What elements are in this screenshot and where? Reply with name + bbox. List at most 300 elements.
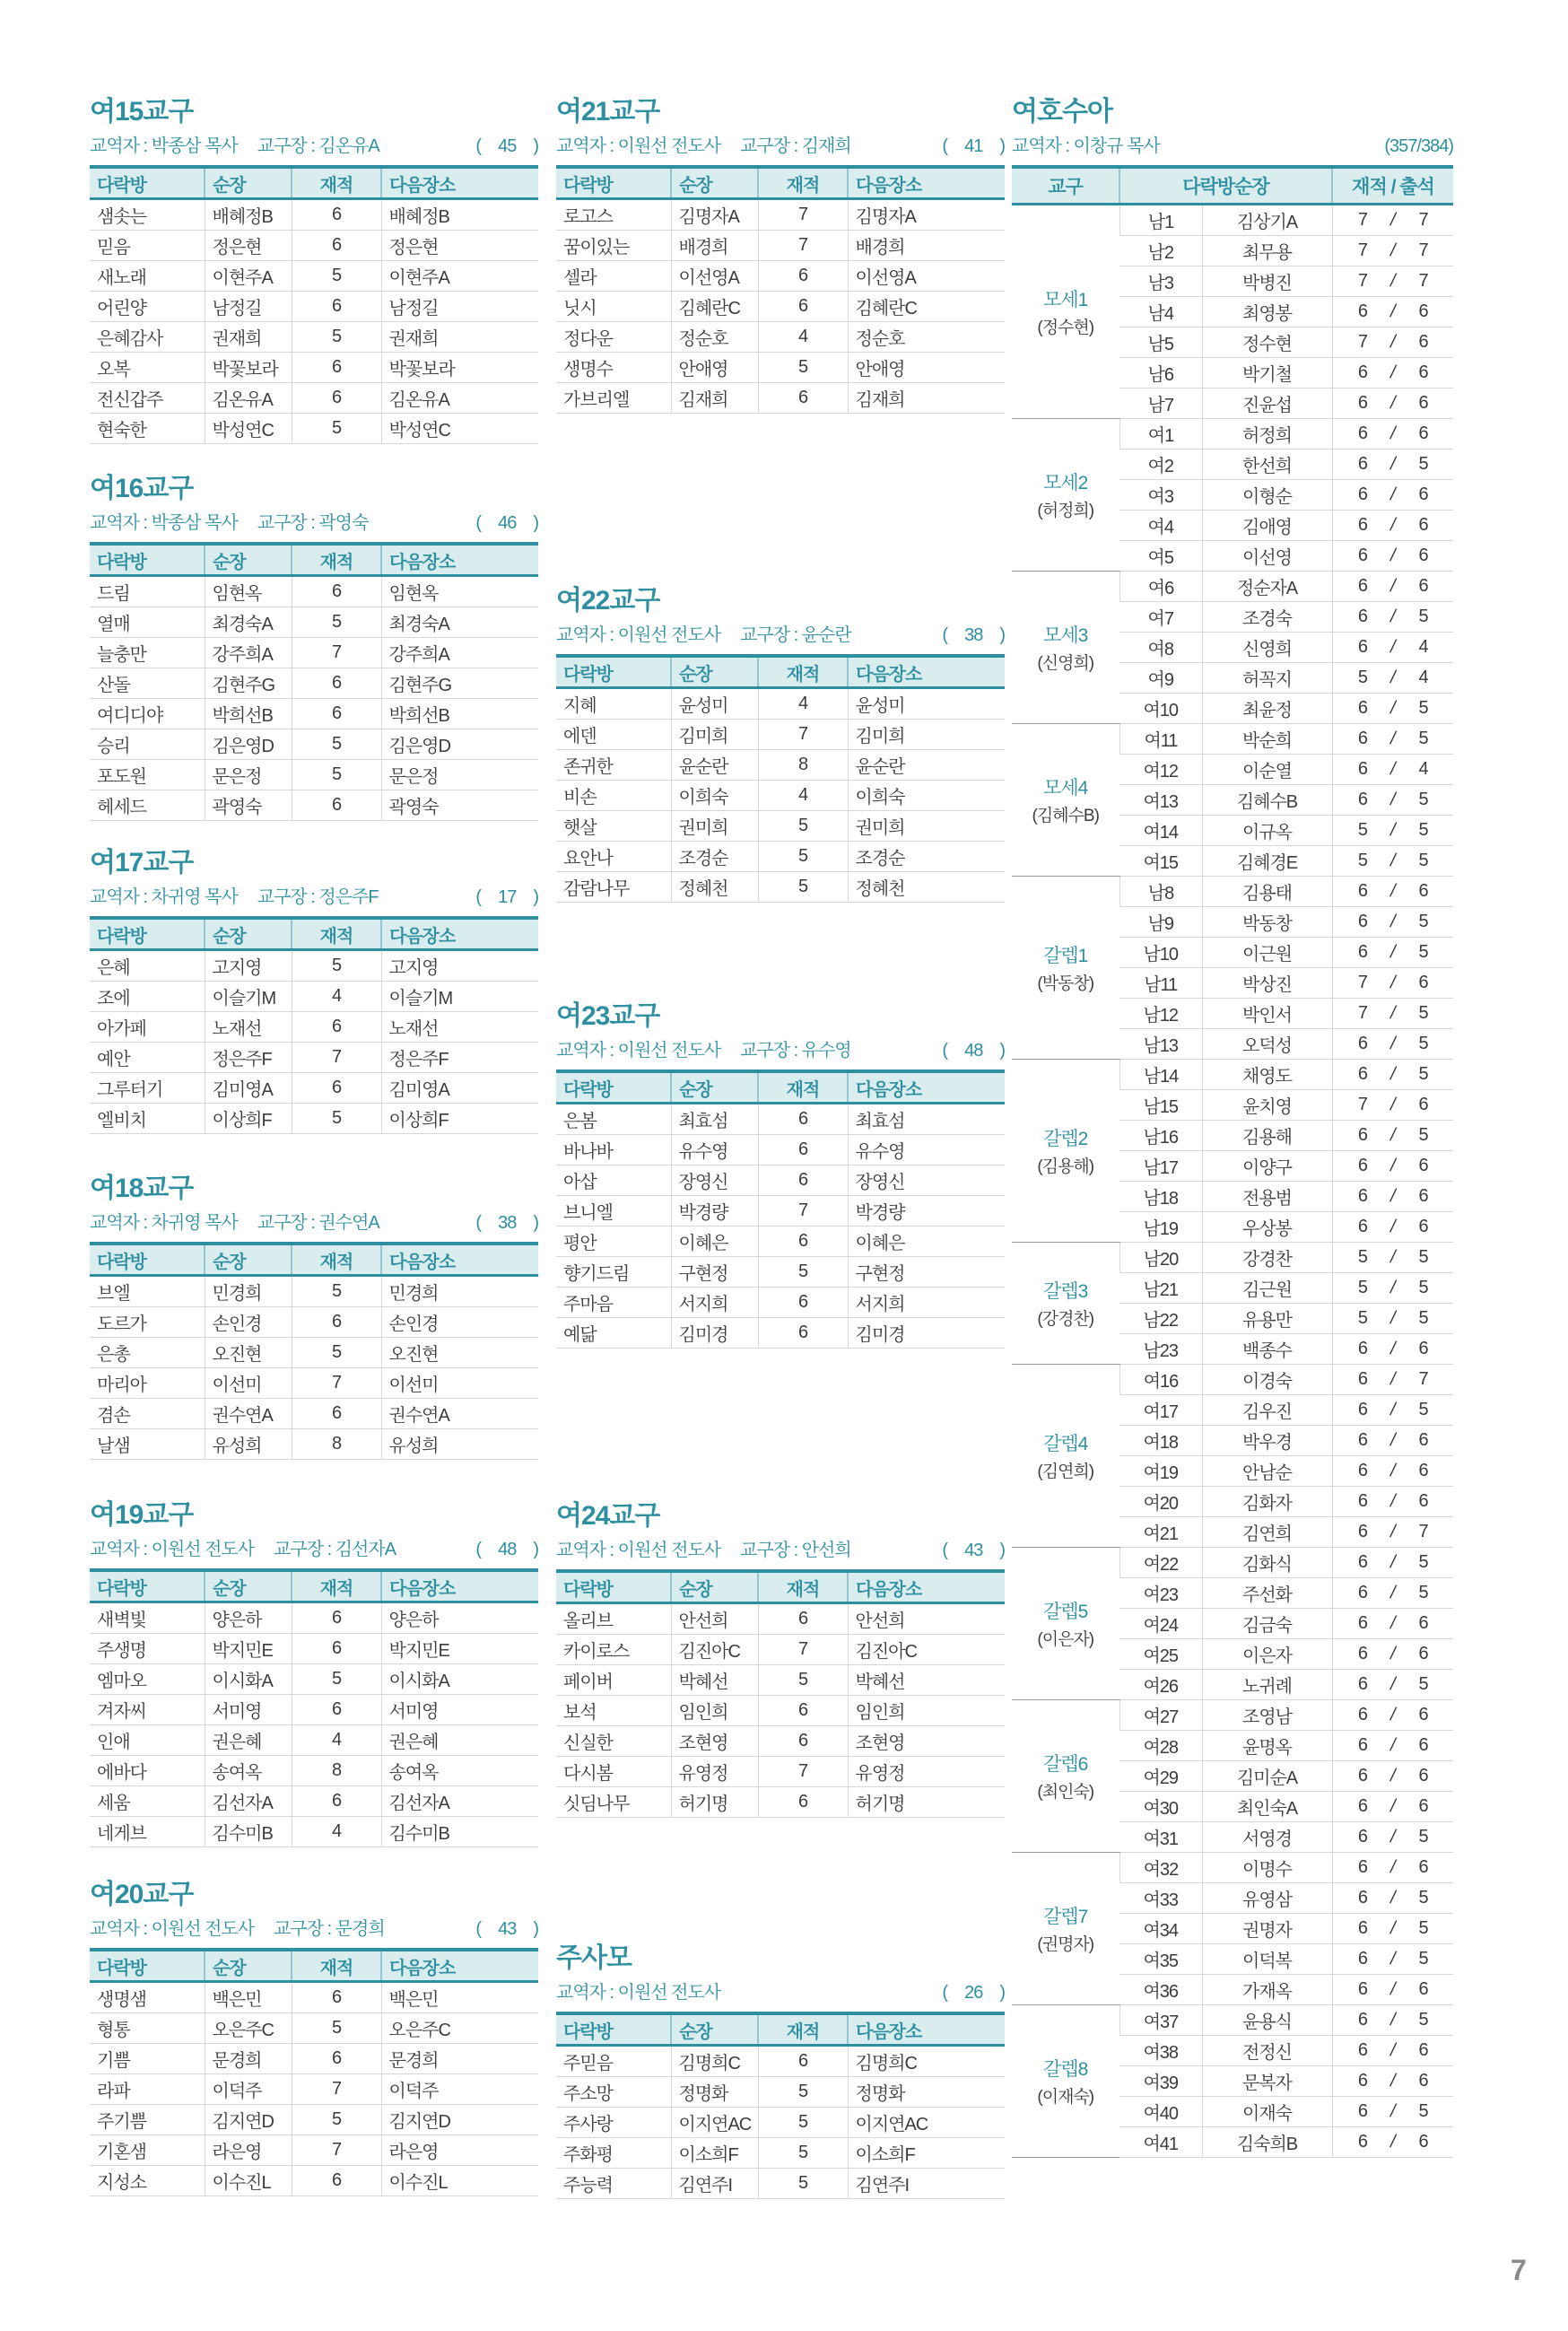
cell-room-code: 남8 <box>1119 877 1202 907</box>
cell-leader: 이희숙 <box>671 781 758 811</box>
cell-room-code: 여38 <box>1119 2036 1202 2066</box>
cell-next-place: 김은영D <box>381 729 538 760</box>
attended-count: 5 <box>1418 698 1428 718</box>
attendance-ratio <box>1335 881 1452 902</box>
enrolled-count: 6 <box>1357 423 1368 443</box>
district-group-label <box>1012 205 1119 419</box>
cell-enrolled: 5 <box>292 1338 381 1368</box>
cell-room-code: 여13 <box>1119 785 1202 816</box>
enrolled-count: 6 <box>1357 790 1368 809</box>
cell-next-place: 정은주F <box>381 1043 538 1073</box>
column-header: 교구 <box>1012 167 1119 205</box>
attended-count: 5 <box>1418 851 1428 870</box>
slash-divider: / <box>1389 1003 1398 1023</box>
table-row <box>90 1664 538 1695</box>
cell-leader: 이재숙 <box>1202 2097 1332 2127</box>
cell-leader: 백은민 <box>205 1982 292 2013</box>
section-meta <box>556 1541 1005 1560</box>
cell-room: 주능력 <box>556 2169 671 2199</box>
section-title: 여18교구 <box>90 1174 194 1203</box>
section-meta-text <box>90 887 398 907</box>
cell-next-place: 서지희 <box>848 1288 1005 1318</box>
cell-leader: 김연주I <box>671 2169 758 2199</box>
cell-next-place: 서미영 <box>381 1695 538 1725</box>
cell-enrolled: 5 <box>292 950 381 982</box>
cell-room-code: 남5 <box>1119 327 1202 358</box>
header-row <box>556 656 1005 688</box>
enrolled-count: 7 <box>1357 271 1368 291</box>
district-section <box>90 848 538 1134</box>
enrolled-count: 6 <box>1357 1064 1368 1084</box>
cell-enrolled: 6 <box>292 1307 381 1338</box>
cell-next-place: 안선희 <box>848 1603 1005 1635</box>
cell-enrolled: 7 <box>292 1368 381 1399</box>
cell-leader: 오진현 <box>205 1338 292 1368</box>
attendance-ratio <box>1335 2040 1452 2061</box>
district-leader-label: 교구장 : 김재희 <box>740 136 851 156</box>
pastor-label: 교역자 : 이원선 전도사 <box>556 1541 721 1560</box>
cell-leader: 김미경 <box>671 1318 758 1349</box>
cell-room: 겸손 <box>90 1399 205 1429</box>
cell-room-code: 여19 <box>1119 1456 1202 1487</box>
section-meta <box>556 136 1005 156</box>
district-leader-label: 교구장 : 김선자A <box>274 1540 396 1559</box>
cell-attendance <box>1332 297 1453 327</box>
header-row <box>1012 167 1453 205</box>
slash-divider: / <box>1389 1339 1398 1358</box>
cell-enrolled: 5 <box>758 2169 848 2199</box>
section-meta-text <box>556 1041 871 1061</box>
cell-enrolled: 7 <box>758 199 848 231</box>
cell-leader: 오덕성 <box>1202 1029 1332 1060</box>
table-row <box>90 1104 538 1134</box>
cell-enrolled: 7 <box>292 638 381 668</box>
cell-room-code: 여40 <box>1119 2097 1202 2127</box>
cell-room-code: 남12 <box>1119 999 1202 1029</box>
column-header: 다락방 <box>556 1571 671 1603</box>
cell-leader: 신영희 <box>1202 633 1332 663</box>
enrolled-count: 5 <box>1357 820 1368 840</box>
cell-attendance <box>1332 968 1453 999</box>
slash-divider: / <box>1389 1034 1398 1053</box>
cell-leader: 조경숙 <box>1202 602 1332 633</box>
cell-next-place: 배혜정B <box>381 199 538 231</box>
cell-enrolled: 6 <box>292 1695 381 1725</box>
cell-next-place: 고지영 <box>381 950 538 982</box>
cell-attendance <box>1332 1975 1453 2005</box>
group-leader: (강경찬) <box>1037 1310 1094 1329</box>
section-meta <box>1012 136 1453 156</box>
attendance-ratio <box>1335 1888 1452 1908</box>
slash-divider: / <box>1389 1461 1398 1480</box>
cell-enrolled: 6 <box>758 1288 848 1318</box>
cell-room: 주마음 <box>556 1288 671 1318</box>
enrolled-count: 6 <box>1357 1796 1368 1816</box>
section-count: ( 43 ) <box>475 1919 538 1939</box>
column-header: 다음장소 <box>848 1071 1005 1104</box>
table-row <box>1012 1365 1453 1395</box>
enrolled-count: 7 <box>1357 332 1368 352</box>
attended-count: 5 <box>1418 790 1428 809</box>
cell-leader: 이혜은 <box>671 1227 758 1257</box>
cell-leader: 박성연C <box>205 414 292 444</box>
attended-count: 6 <box>1418 1430 1428 1450</box>
cell-next-place: 임인희 <box>848 1696 1005 1726</box>
column-header: 재적 <box>758 2013 848 2046</box>
cell-room: 승리 <box>90 729 205 760</box>
table-row <box>90 1817 538 1847</box>
slash-divider: / <box>1389 423 1398 443</box>
slash-divider: / <box>1389 1949 1398 1969</box>
cell-leader: 김현주G <box>205 668 292 699</box>
district-section <box>556 1943 1005 2199</box>
pastor-label: 교역자 : 차귀영 목사 <box>90 887 238 907</box>
cell-next-place: 권재희 <box>381 322 538 353</box>
cell-leader: 김미영A <box>205 1073 292 1104</box>
cell-room: 그루터기 <box>90 1073 205 1104</box>
district-group-label <box>1012 572 1119 724</box>
cell-room-code: 여9 <box>1119 663 1202 694</box>
table-row <box>556 1603 1005 1635</box>
attendance-ratio <box>1335 1369 1452 1390</box>
table-row <box>1012 1060 1453 1090</box>
cell-leader: 유수영 <box>671 1135 758 1166</box>
column-header: 재적 <box>292 1570 381 1602</box>
attendance-ratio <box>1335 790 1452 810</box>
cell-room-code: 여31 <box>1119 1822 1202 1853</box>
slash-divider: / <box>1389 912 1398 931</box>
column-header: 재적 <box>292 1244 381 1276</box>
enrolled-count: 6 <box>1357 1674 1368 1694</box>
cell-next-place: 김현주G <box>381 668 538 699</box>
cell-next-place: 이슬기M <box>381 982 538 1012</box>
cell-leader: 이선영 <box>1202 541 1332 572</box>
cell-room: 겨자씨 <box>90 1695 205 1725</box>
cell-room: 주생명 <box>90 1634 205 1664</box>
section-count: (357/384) <box>1384 136 1453 156</box>
attendance-ratio <box>1335 2071 1452 2091</box>
slash-divider: / <box>1389 1705 1398 1724</box>
table-row <box>90 2166 538 2196</box>
attended-count: 5 <box>1418 820 1428 840</box>
enrolled-count: 6 <box>1357 576 1368 596</box>
cell-room-code: 남15 <box>1119 1090 1202 1121</box>
enrolled-count: 6 <box>1357 485 1368 504</box>
attendance-ratio <box>1335 912 1452 932</box>
cell-next-place: 양은하 <box>381 1602 538 1634</box>
table-row <box>90 576 538 607</box>
attended-count: 6 <box>1418 1644 1428 1663</box>
cell-enrolled: 6 <box>758 1696 848 1726</box>
cell-room: 오복 <box>90 353 205 383</box>
cell-attendance <box>1332 1243 1453 1273</box>
table-row <box>556 292 1005 322</box>
cell-room: 브엘 <box>90 1276 205 1307</box>
attendance-ratio <box>1335 1217 1452 1237</box>
section-meta <box>90 1540 538 1559</box>
section-meta-text <box>90 136 399 156</box>
cell-room: 새노래 <box>90 261 205 292</box>
cell-next-place: 김미경 <box>848 1318 1005 1349</box>
cell-room: 현숙한 <box>90 414 205 444</box>
roster-table <box>556 1569 1005 1818</box>
cell-next-place: 박지민E <box>381 1634 538 1664</box>
cell-attendance <box>1332 1365 1453 1395</box>
cell-room-code: 남7 <box>1119 388 1202 419</box>
cell-attendance <box>1332 1182 1453 1212</box>
attendance-ratio <box>1335 1095 1452 1115</box>
slash-divider: / <box>1389 393 1398 413</box>
enrolled-count: 6 <box>1357 637 1368 657</box>
cell-room-code: 남18 <box>1119 1182 1202 1212</box>
cell-room: 라파 <box>90 2074 205 2105</box>
cell-room: 바나바 <box>556 1135 671 1166</box>
column-header: 다음장소 <box>381 167 538 199</box>
attendance-ratio <box>1335 423 1452 444</box>
attendance-ratio <box>1335 1003 1452 1024</box>
cell-leader: 김금숙 <box>1202 1609 1332 1639</box>
table-row <box>90 1756 538 1786</box>
cell-room-code: 남11 <box>1119 968 1202 999</box>
cell-leader: 문복자 <box>1202 2066 1332 2097</box>
cell-enrolled: 7 <box>292 1043 381 1073</box>
attendance-ratio <box>1335 698 1452 719</box>
group-leader: (김혜수B) <box>1032 807 1099 825</box>
cell-room: 에바다 <box>90 1756 205 1786</box>
cell-room-code: 여32 <box>1119 1853 1202 1883</box>
cell-room: 향기드림 <box>556 1257 671 1288</box>
cell-next-place: 정은현 <box>381 231 538 261</box>
enrolled-count: 7 <box>1357 210 1368 230</box>
cell-next-place: 박성연C <box>381 414 538 444</box>
attended-count: 6 <box>1418 576 1428 596</box>
cell-leader: 강경찬 <box>1202 1243 1332 1273</box>
table-row <box>90 353 538 383</box>
cell-next-place: 송여옥 <box>381 1756 538 1786</box>
roster-table <box>556 2012 1005 2199</box>
slash-divider: / <box>1389 2071 1398 2091</box>
attendance-ratio <box>1335 546 1452 566</box>
cell-attendance <box>1332 1395 1453 1426</box>
cell-attendance <box>1332 572 1453 602</box>
table-row <box>556 2046 1005 2077</box>
district-leader-label: 교구장 : 문경희 <box>274 1919 385 1939</box>
enrolled-count: 6 <box>1357 546 1368 565</box>
cell-leader: 손인경 <box>205 1307 292 1338</box>
table-row <box>556 1696 1005 1726</box>
header-row <box>556 1071 1005 1104</box>
attended-count: 7 <box>1418 1369 1428 1389</box>
attended-count: 5 <box>1418 1034 1428 1053</box>
section-meta <box>90 136 538 156</box>
enrolled-count: 6 <box>1357 2071 1368 2091</box>
table-row <box>90 1368 538 1399</box>
cell-attendance <box>1332 1761 1453 1792</box>
attendance-ratio <box>1335 1918 1452 1939</box>
attendance-ratio <box>1335 1278 1452 1298</box>
cell-enrolled: 6 <box>292 353 381 383</box>
slash-divider: / <box>1389 1979 1398 1999</box>
section-title: 주사모 <box>556 1943 632 1973</box>
cell-leader: 노귀례 <box>1202 1670 1332 1700</box>
cell-attendance <box>1332 480 1453 511</box>
cell-next-place: 윤순란 <box>848 750 1005 781</box>
cell-leader: 남정길 <box>205 292 292 322</box>
cell-room: 아삽 <box>556 1166 671 1196</box>
cell-leader: 유영정 <box>671 1757 758 1787</box>
table-row <box>90 668 538 699</box>
enrolled-count: 6 <box>1357 2101 1368 2121</box>
enrolled-count: 6 <box>1357 912 1368 931</box>
cell-enrolled: 6 <box>292 199 381 231</box>
cell-room-code: 남19 <box>1119 1212 1202 1243</box>
table-row <box>90 982 538 1012</box>
table-row <box>556 2077 1005 2108</box>
cell-room: 비손 <box>556 781 671 811</box>
enrolled-count: 6 <box>1357 1735 1368 1755</box>
cell-next-place: 조경순 <box>848 842 1005 872</box>
attendance-ratio <box>1335 668 1452 688</box>
cell-next-place: 민경희 <box>381 1276 538 1307</box>
enrolled-count: 6 <box>1357 1034 1368 1053</box>
cell-room: 로고스 <box>556 199 671 231</box>
cell-room-code: 여28 <box>1119 1731 1202 1761</box>
district-leader-label: 교구장 : 안선희 <box>740 1541 851 1560</box>
table-row <box>556 1104 1005 1135</box>
cell-leader: 진윤섭 <box>1202 388 1332 419</box>
attended-count: 7 <box>1418 271 1428 291</box>
cell-enrolled: 6 <box>758 1104 848 1135</box>
section-meta <box>90 1213 538 1233</box>
table-row <box>90 729 538 760</box>
cell-leader: 강주희A <box>205 638 292 668</box>
cell-leader: 권재희 <box>205 322 292 353</box>
pastor-label: 교역자 : 이원선 전도사 <box>90 1540 255 1559</box>
cell-attendance <box>1332 358 1453 388</box>
group-name: 갈렙8 <box>1043 2059 1088 2080</box>
slash-divider: / <box>1389 1888 1398 1908</box>
cell-enrolled: 6 <box>758 1603 848 1635</box>
cell-enrolled: 6 <box>758 292 848 322</box>
cell-leader: 김지연D <box>205 2105 292 2135</box>
pastor-label: 교역자 : 박종삼 목사 <box>90 136 238 156</box>
cell-attendance <box>1332 1822 1453 1853</box>
cell-next-place: 유영정 <box>848 1757 1005 1787</box>
column-header: 재적 <box>292 918 381 950</box>
cell-next-place: 이소희F <box>848 2138 1005 2169</box>
joshua-column <box>1012 97 1453 2158</box>
district-group-label <box>1012 1700 1119 1853</box>
column-header: 다락방 <box>556 1071 671 1104</box>
enrolled-count: 5 <box>1357 668 1368 687</box>
cell-attendance <box>1332 1639 1453 1670</box>
enrolled-count: 6 <box>1357 1125 1368 1145</box>
section-title: 여22교구 <box>556 586 660 615</box>
group-leader: (김연희) <box>1037 1462 1094 1481</box>
attendance-ratio <box>1335 637 1452 658</box>
cell-attendance <box>1332 1517 1453 1548</box>
cell-leader: 이경숙 <box>1202 1365 1332 1395</box>
column-header: 다락방 <box>90 1950 205 1982</box>
enrolled-count: 6 <box>1357 1491 1368 1511</box>
pastor-label: 교역자 : 이원선 전도사 <box>556 136 721 156</box>
cell-leader: 김명희C <box>671 2046 758 2077</box>
cell-room: 포도원 <box>90 760 205 790</box>
cell-room: 주믿음 <box>556 2046 671 2077</box>
cell-next-place: 권은혜 <box>381 1725 538 1756</box>
cell-attendance <box>1332 1060 1453 1090</box>
cell-enrolled: 6 <box>292 790 381 821</box>
cell-enrolled: 6 <box>758 1135 848 1166</box>
cell-enrolled: 4 <box>758 781 848 811</box>
cell-leader: 이덕주 <box>205 2074 292 2105</box>
column-header: 다음장소 <box>848 1571 1005 1603</box>
attendance-ratio <box>1335 2132 1452 2152</box>
attended-count: 6 <box>1418 1613 1428 1633</box>
cell-leader: 유성희 <box>205 1429 292 1460</box>
column-header: 재적 <box>758 167 848 199</box>
column-header: 재적 <box>292 544 381 576</box>
cell-room: 주화평 <box>556 2138 671 2169</box>
cell-room: 믿음 <box>90 231 205 261</box>
slash-divider: / <box>1389 1156 1398 1175</box>
cell-room-code: 여39 <box>1119 2066 1202 2097</box>
attended-count: 5 <box>1418 1827 1428 1846</box>
table-row <box>90 1338 538 1368</box>
section-meta-text <box>90 1540 415 1559</box>
attended-count: 5 <box>1418 1278 1428 1297</box>
cell-enrolled: 7 <box>758 1196 848 1227</box>
enrolled-count: 6 <box>1357 881 1368 901</box>
district-group-label <box>1012 419 1119 572</box>
slash-divider: / <box>1389 454 1398 474</box>
table-row <box>1012 724 1453 755</box>
cell-room: 신실한 <box>556 1726 671 1757</box>
enrolled-count: 6 <box>1357 1827 1368 1846</box>
cell-room: 은혜감사 <box>90 322 205 353</box>
group-leader: (허정희) <box>1037 502 1094 520</box>
cell-next-place: 안애영 <box>848 353 1005 383</box>
cell-leader: 정은주F <box>205 1043 292 1073</box>
column-header: 다음장소 <box>848 2013 1005 2046</box>
cell-next-place: 유수영 <box>848 1135 1005 1166</box>
district-group-label <box>1012 1243 1119 1365</box>
group-name: 갈렙6 <box>1043 1754 1088 1775</box>
cell-leader: 정명화 <box>671 2077 758 2108</box>
column-header: 순장 <box>671 2013 758 2046</box>
table-row <box>1012 1853 1453 1883</box>
attendance-ratio <box>1335 1583 1452 1603</box>
cell-next-place: 문은정 <box>381 760 538 790</box>
slash-divider: / <box>1389 332 1398 352</box>
slash-divider: / <box>1389 271 1398 291</box>
enrolled-count: 6 <box>1357 393 1368 413</box>
cell-room: 헤세드 <box>90 790 205 821</box>
header-row <box>556 1571 1005 1603</box>
attended-count: 6 <box>1418 1796 1428 1816</box>
column-header: 순장 <box>671 656 758 688</box>
cell-leader: 최효섬 <box>671 1104 758 1135</box>
cell-room: 주소망 <box>556 2077 671 2108</box>
cell-leader: 서지희 <box>671 1288 758 1318</box>
slash-divider: / <box>1389 1491 1398 1511</box>
cell-leader: 김혜경E <box>1202 846 1332 877</box>
table-row <box>556 1227 1005 1257</box>
enrolled-count: 6 <box>1357 1888 1368 1908</box>
cell-attendance <box>1332 1883 1453 1914</box>
cell-leader: 문경희 <box>205 2044 292 2074</box>
cell-room: 평안 <box>556 1227 671 1257</box>
